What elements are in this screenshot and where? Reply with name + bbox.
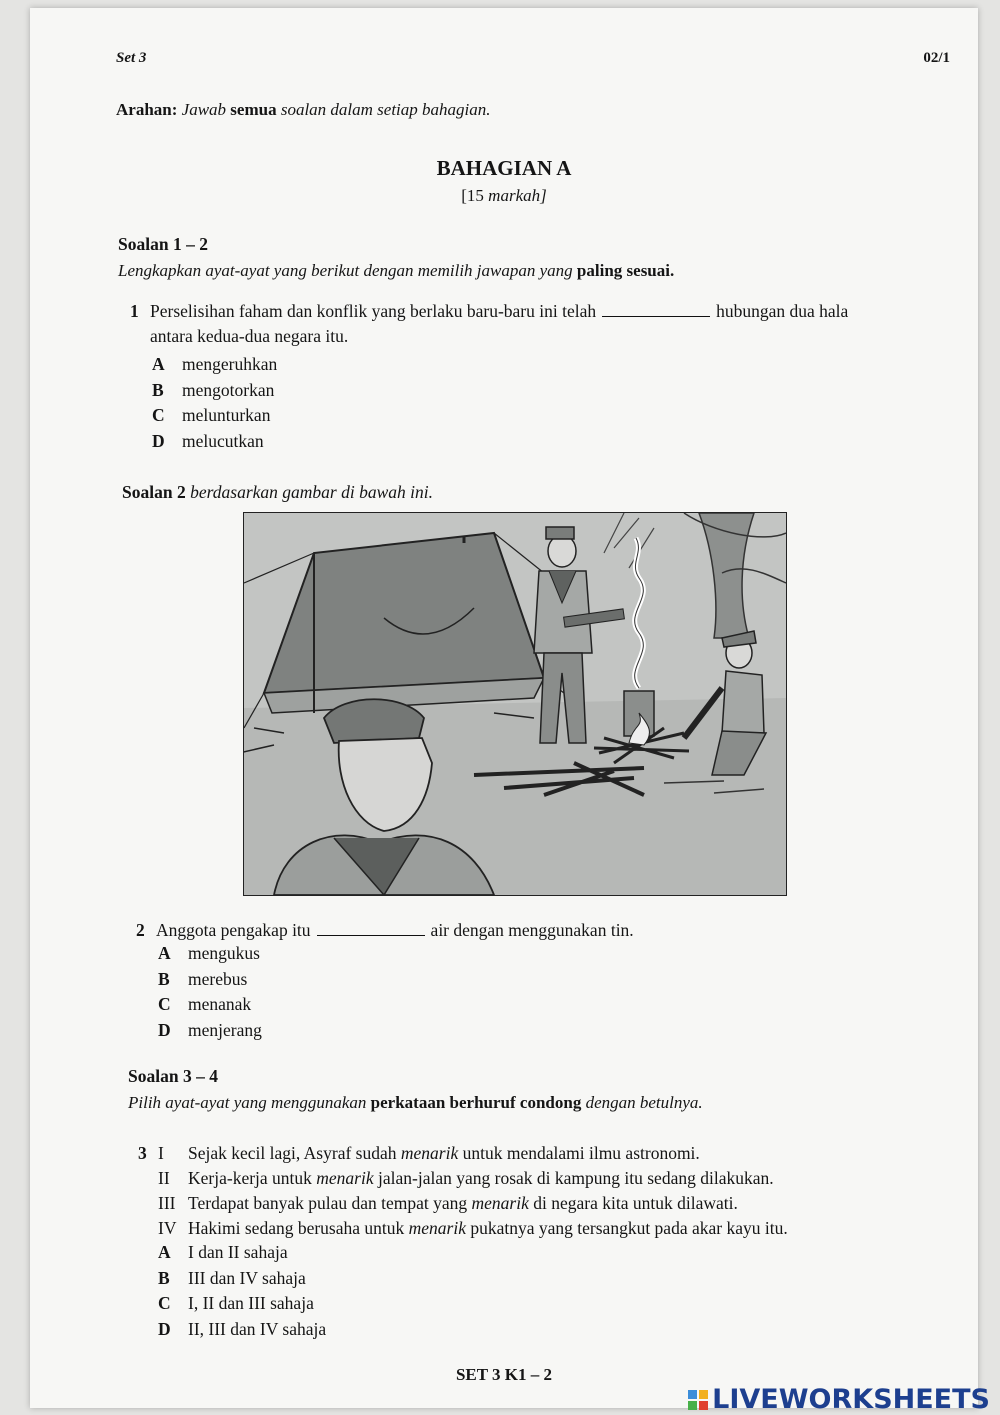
q2-intro-italic: berdasarkan gambar di bawah ini. — [190, 482, 433, 502]
q1-option-c[interactable] — [152, 403, 277, 429]
q1-text-before: Perselisihan faham dan konflik yang berlaku baru-baru ini telah — [150, 301, 597, 321]
q3-statement-roman: III — [158, 1193, 176, 1213]
q3-statement-word: menarik — [316, 1168, 374, 1188]
q3-option-a[interactable] — [158, 1240, 326, 1266]
q1-answer-blank[interactable] — [602, 301, 710, 317]
q3-statement-word: menarik — [471, 1193, 529, 1213]
q2-text-before: Anggota pengakap itu — [156, 920, 311, 940]
scout-camp-drawing — [244, 513, 786, 895]
q3-statement-roman: II — [158, 1168, 170, 1188]
brand-name: LIVEWORKSHEETS — [712, 1384, 990, 1415]
q2-option-letter: B — [158, 968, 170, 989]
scout-camp-illustration — [243, 512, 787, 896]
q1-option-letter: C — [152, 405, 165, 425]
q2-options — [158, 941, 262, 1043]
q3-statement-word: menarik — [408, 1218, 466, 1238]
q3-statement-post: jalan-jalan yang rosak di kampung itu sedang dilakukan. — [378, 1168, 774, 1188]
q2-option-text: menanak — [188, 994, 252, 1014]
q3-number: 3 — [138, 1143, 147, 1163]
q1-option-letter: A — [152, 354, 165, 374]
section-marks-num: [15 — [461, 186, 484, 205]
q3-statement — [158, 1141, 978, 1166]
q1-option-d[interactable] — [152, 429, 277, 455]
q3-statement-pre: Terdapat banyak pulau dan tempat yang — [188, 1193, 468, 1213]
q3-statement — [158, 1216, 978, 1241]
liveworksheets-logo[interactable] — [688, 1384, 990, 1415]
q3-statement — [158, 1191, 978, 1216]
q2-intro-bold: Soalan 2 — [122, 482, 186, 502]
q3-statement — [158, 1166, 978, 1191]
q2-option-letter: D — [158, 1019, 171, 1040]
q1-number: 1 — [130, 301, 139, 321]
q3-statement-roman: IV — [158, 1218, 177, 1238]
q3-option-letter: B — [158, 1267, 170, 1288]
q2-option-d[interactable] — [158, 1018, 262, 1044]
q3-option-b[interactable] — [158, 1266, 326, 1292]
q2-option-a[interactable] — [158, 941, 262, 967]
instruction-w1: Jawab — [181, 100, 227, 119]
q1-option-text: melucutkan — [182, 430, 264, 451]
instruction-w2: semua — [230, 100, 277, 119]
q12-instruction-bold: paling sesuai. — [576, 261, 675, 280]
q3-option-text: I dan II sahaja — [188, 1242, 288, 1262]
q1-option-text: melunturkan — [182, 405, 271, 425]
q2-text-after: air dengan menggunakan tin. — [430, 920, 634, 940]
q3-option-letter: C — [158, 1293, 171, 1313]
q2-option-c[interactable] — [158, 992, 262, 1018]
q3-statement-post: pukatnya yang tersangkut pada akar kayu itu. — [470, 1218, 788, 1238]
section-title: BAHAGIAN A — [436, 156, 572, 180]
q2-option-letter: C — [158, 994, 171, 1014]
q2-option-text: merebus — [188, 968, 248, 989]
q2-option-letter: A — [158, 943, 171, 963]
q2-option-text: menjerang — [188, 1019, 262, 1040]
q3-option-text: I, II dan III sahaja — [188, 1293, 314, 1313]
q3-option-letter: D — [158, 1318, 171, 1339]
section-marks — [30, 186, 978, 206]
q3-option-text: II, III dan IV sahaja — [188, 1318, 327, 1339]
q1-option-a[interactable] — [152, 352, 277, 378]
paper-code: 02/1 — [923, 50, 950, 66]
question-3 — [138, 1141, 978, 1241]
q3-option-letter: A — [158, 1242, 171, 1262]
set-label: Set 3 — [116, 50, 147, 66]
q34-heading: Soalan 3 – 4 — [128, 1066, 218, 1086]
q34-instruction-bold: perkataan berhuruf condong — [370, 1093, 582, 1112]
q1-text-after: hubungan dua hala — [716, 301, 849, 321]
q12-heading: Soalan 1 – 2 — [118, 234, 208, 254]
q1-option-text: mengeruhkan — [182, 354, 278, 374]
q12-instruction-italic: Lengkapkan ayat-ayat yang berikut dengan memilih jawapan yang — [118, 261, 573, 280]
q2-option-b[interactable] — [158, 967, 262, 993]
q3-option-d[interactable] — [158, 1317, 326, 1343]
q1-text-line2: antara kedua-dua negara itu. — [150, 326, 349, 346]
q34-instruction-italic1: Pilih ayat-ayat yang menggunakan — [128, 1093, 367, 1112]
q34-instruction-italic2: dengan betulnya. — [585, 1093, 703, 1112]
q3-statement-word: menarik — [400, 1143, 459, 1163]
q3-statement-post: untuk mendalami ilmu astronomi. — [462, 1143, 700, 1163]
q12-instruction — [118, 261, 674, 281]
section-marks-word: markah] — [488, 186, 547, 205]
exam-page — [30, 8, 990, 1415]
q1-option-letter: D — [152, 430, 165, 451]
general-instruction — [116, 100, 491, 120]
q2-answer-blank[interactable] — [317, 920, 425, 936]
q3-options — [158, 1240, 326, 1342]
q2-number: 2 — [136, 920, 145, 940]
q1-options — [152, 352, 277, 454]
q3-statement-roman: I — [158, 1143, 164, 1163]
q3-statement-pre: Hakimi sedang berusaha untuk — [188, 1218, 405, 1238]
q1-option-letter: B — [152, 379, 164, 400]
q1-option-text: mengotorkan — [182, 379, 275, 400]
logo-tiles-icon — [688, 1390, 708, 1410]
q3-statement-post: di negara kita untuk dilawati. — [533, 1193, 738, 1213]
q3-option-c[interactable] — [158, 1291, 326, 1317]
question-2 — [136, 918, 634, 943]
page-footer: SET 3 K1 – 2 — [455, 1365, 553, 1384]
q1-option-b[interactable] — [152, 378, 277, 404]
q3-option-text: III dan IV sahaja — [188, 1267, 306, 1288]
q3-statement-pre: Sejak kecil lagi, Asyraf sudah — [188, 1143, 397, 1163]
q34-instruction — [128, 1093, 703, 1113]
question-1 — [130, 299, 970, 349]
instruction-label: Arahan: — [116, 100, 178, 119]
instruction-w3: soalan dalam setiap bahagian. — [280, 100, 491, 119]
q2-intro — [122, 482, 433, 503]
q2-option-text: mengukus — [188, 943, 260, 963]
q3-statement-pre: Kerja-kerja untuk — [188, 1168, 312, 1188]
